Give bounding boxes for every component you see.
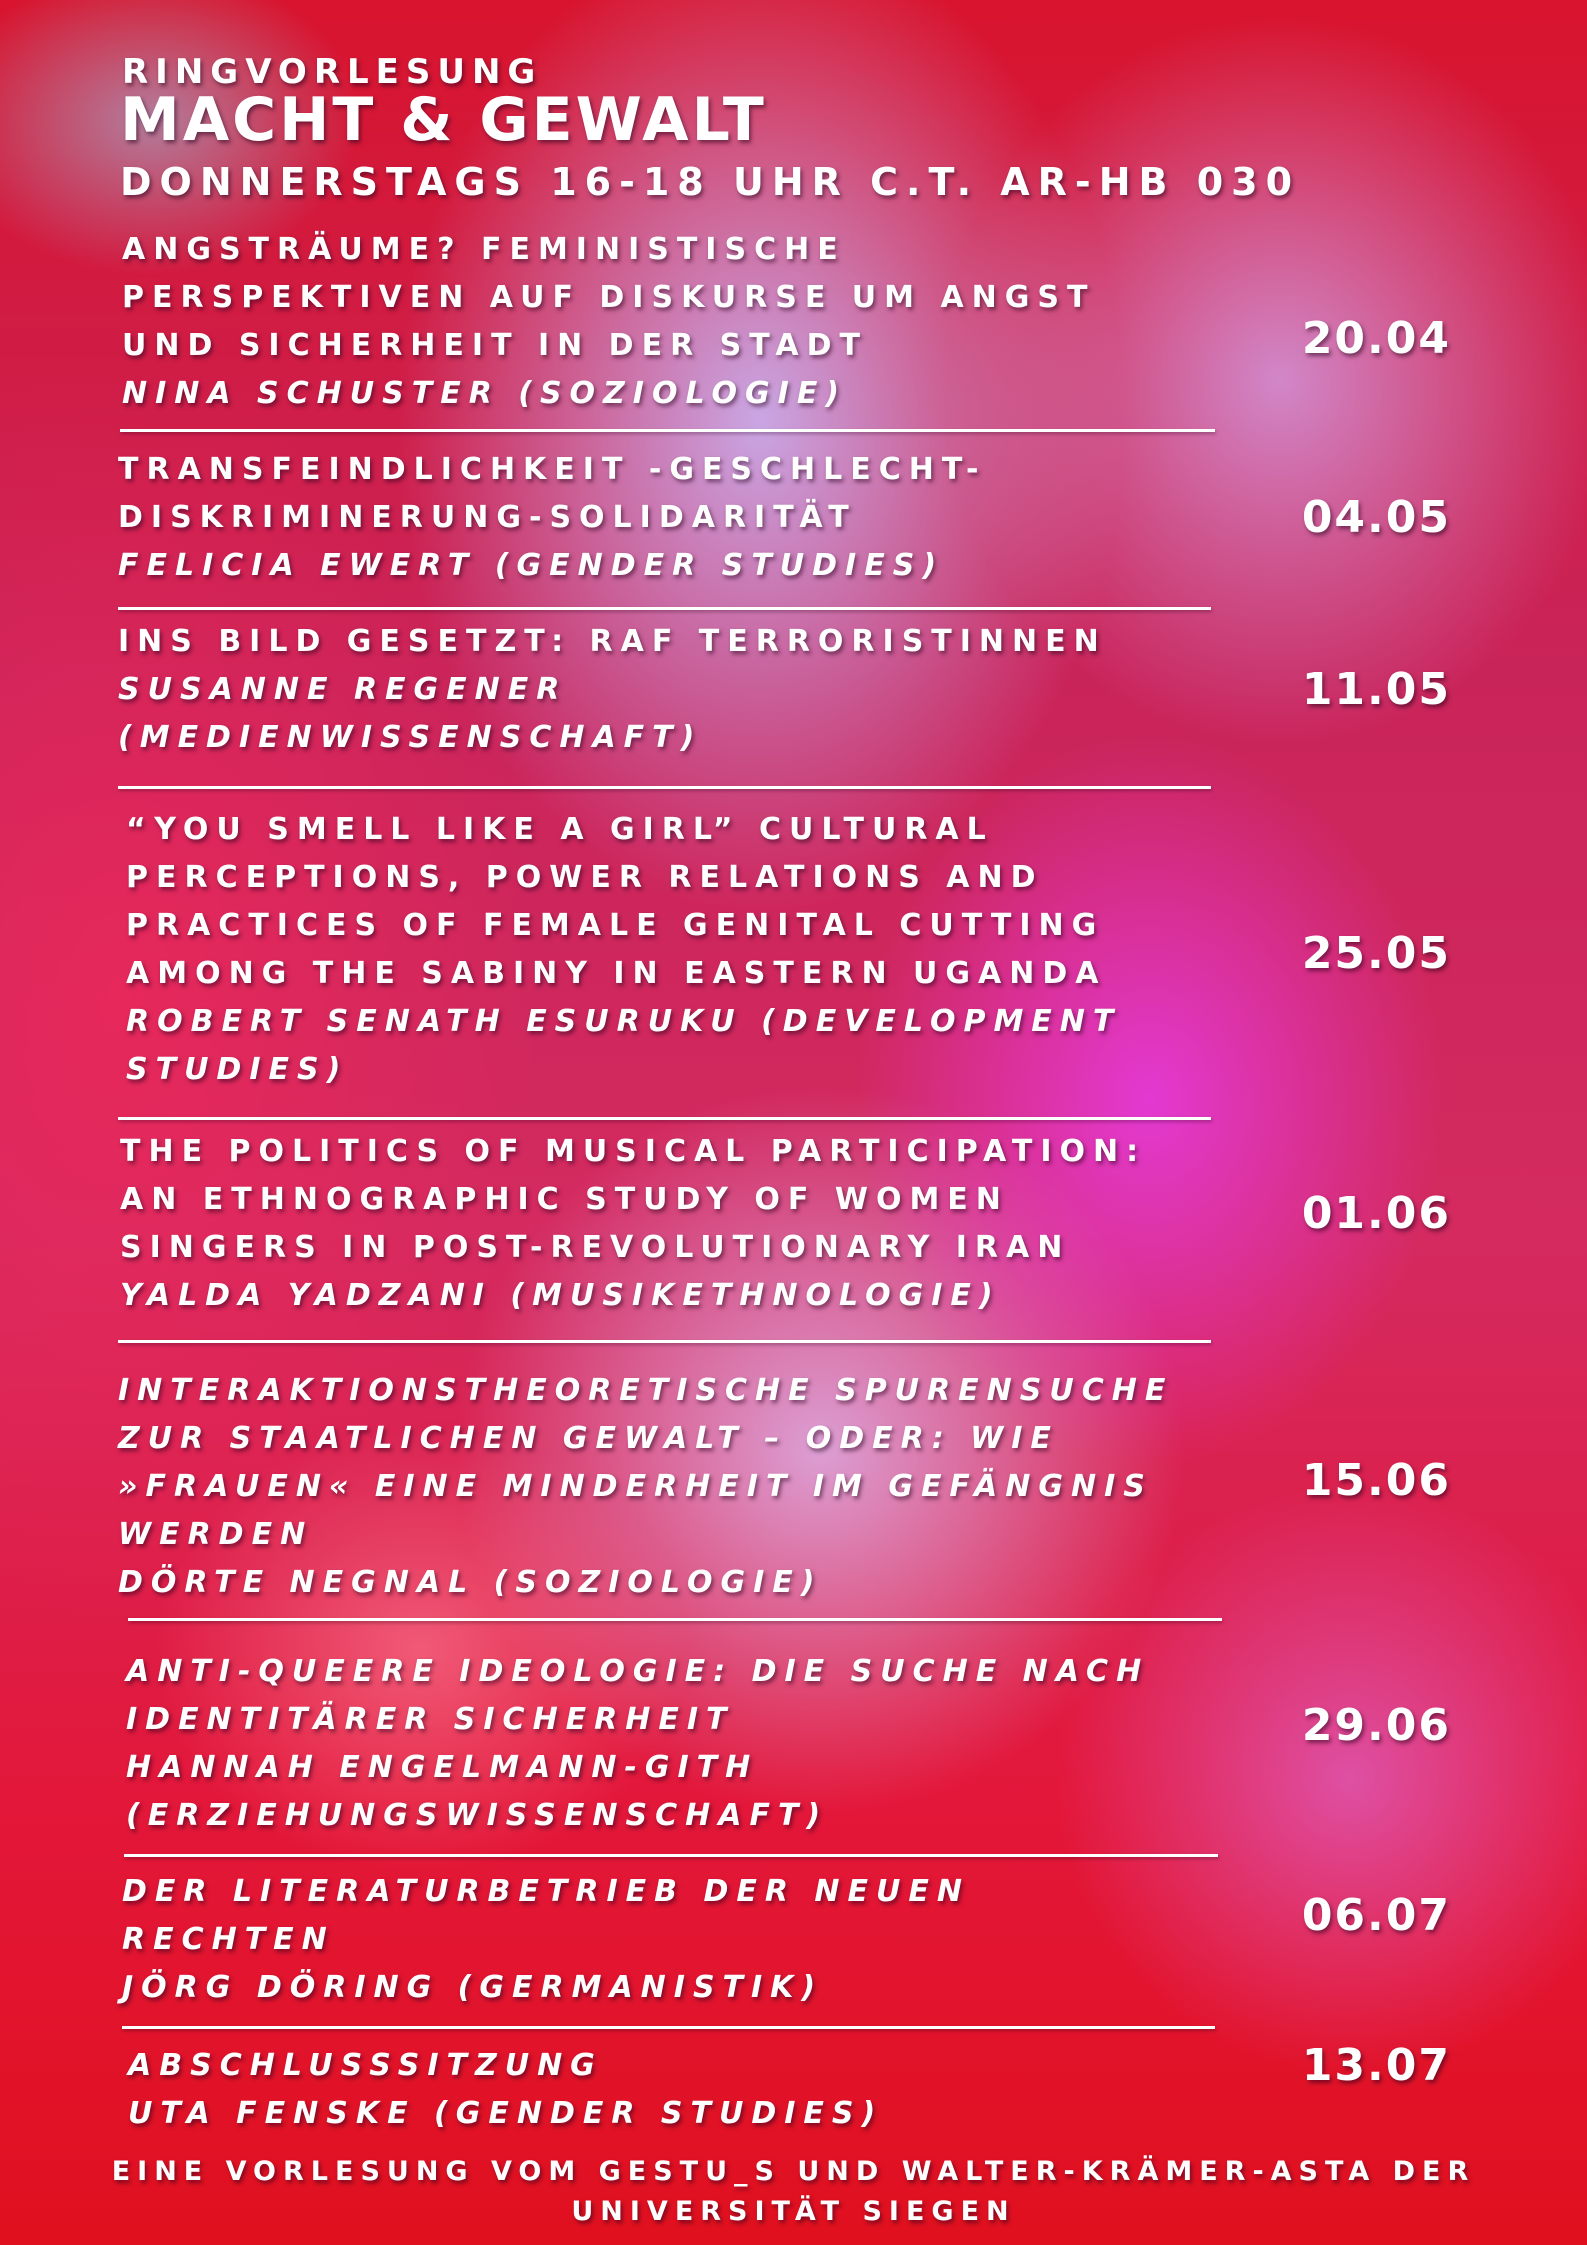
lecture-speaker: STUDIES) [126, 1052, 349, 1087]
lecture-speaker: UTA FENSKE (GENDER STUDIES) [128, 2096, 884, 2131]
lecture-date: 13.07 [1301, 2040, 1451, 2091]
lecture-entry [128, 2042, 883, 2138]
divider [124, 1854, 1218, 1857]
lecture-topic-line: ANGSTRÄUME? FEMINISTISCHE [122, 232, 846, 267]
lecture-entry [118, 618, 1107, 762]
lecture-topic-line: AMONG THE SABINY IN EASTERN UGANDA [126, 956, 1107, 991]
lecture-topic-line: ANTI-QUEERE IDEOLOGIE: DIE SUCHE NACH [126, 1654, 1150, 1689]
lecture-speaker: SUSANNE REGENER [118, 672, 568, 707]
lecture-topic-line: DISKRIMINERUNG-SOLIDARITÄT [118, 500, 857, 535]
lecture-entry [126, 1648, 1149, 1840]
lecture-topic-line: INS BILD GESETZT: RAF TERRORISTINNEN [118, 624, 1107, 659]
divider [120, 429, 1215, 432]
lecture-speaker: YALDA YADZANI (MUSIKETHNOLOGIE) [120, 1278, 1001, 1313]
divider [128, 1618, 1222, 1621]
lecture-topic-line: INTERAKTIONSTHEORETISCHE SPURENSUCHE [118, 1373, 1174, 1408]
lecture-date: 15.06 [1301, 1455, 1451, 1506]
lecture-topic-line: PERCEPTIONS, POWER RELATIONS AND [126, 860, 1044, 895]
footer-line: UNIVERSITÄT SIEGEN [571, 2196, 1016, 2227]
lecture-date: 06.07 [1301, 1890, 1451, 1941]
footer-organizers [0, 2152, 1587, 2232]
page-title: MACHT & GEWALT [120, 85, 767, 155]
lecture-date: 20.04 [1301, 313, 1451, 364]
lecture-entry [118, 1367, 1173, 1607]
lecture-speaker: (MEDIENWISSENSCHAFT) [118, 720, 703, 755]
lecture-topic-line: WERDEN [118, 1517, 314, 1552]
lecture-speaker: HANNAH ENGELMANN-GITH [126, 1750, 759, 1785]
series-label: RINGVORLESUNG [122, 52, 543, 92]
divider [118, 786, 1211, 789]
lecture-topic-line: AN ETHNOGRAPHIC STUDY OF WOMEN [120, 1182, 1009, 1217]
schedule-info: DONNERSTAGS 16-18 UHR C.T. AR-HB 030 [120, 160, 1301, 204]
lecture-speaker: NINA SCHUSTER (SOZIOLOGIE) [122, 376, 848, 411]
lecture-date: 04.05 [1301, 492, 1451, 543]
lecture-entry [118, 446, 986, 590]
lecture-topic-line: “YOU SMELL LIKE A GIRL” CULTURAL [126, 812, 994, 847]
lecture-topic-line: »FRAUEN« EINE MINDERHEIT IM GEFÄNGNIS [118, 1469, 1153, 1504]
lecture-entry [122, 226, 1095, 418]
lecture-topic-line: THE POLITICS OF MUSICAL PARTICIPATION: [120, 1134, 1147, 1169]
lecture-topic-line: ZUR STAATLICHEN GEWALT – ODER: WIE [118, 1421, 1059, 1456]
lecture-topic-line: RECHTEN [122, 1922, 335, 1957]
divider [118, 607, 1211, 610]
lecture-topic-line: DER LITERATURBETRIEB DER NEUEN [122, 1874, 970, 1909]
lecture-speaker: ROBERT SENATH ESURUKU (DEVELOPMENT [126, 1004, 1122, 1039]
lecture-speaker: FELICIA EWERT (GENDER STUDIES) [118, 548, 945, 583]
divider [122, 2026, 1215, 2029]
lecture-topic-line: UND SICHERHEIT IN DER STADT [122, 328, 868, 363]
lecture-topic-line: ABSCHLUSSSITZUNG [128, 2048, 603, 2083]
lecture-entry [122, 1868, 970, 2012]
lecture-date: 11.05 [1301, 664, 1451, 715]
lecture-speaker: (ERZIEHUNGSWISSENSCHAFT) [126, 1798, 829, 1833]
lecture-topic-line: PRACTICES OF FEMALE GENITAL CUTTING [126, 908, 1105, 943]
lecture-speaker: JÖRG DÖRING (GERMANISTIK) [122, 1970, 824, 2005]
lecture-topic-line: SINGERS IN POST-REVOLUTIONARY IRAN [120, 1230, 1071, 1265]
divider [118, 1340, 1211, 1343]
lecture-topic-line: PERSPEKTIVEN AUF DISKURSE UM ANGST [122, 280, 1096, 315]
lecture-date: 29.06 [1301, 1700, 1451, 1751]
footer-line: EINE VORLESUNG VOM GESTU_S UND WALTER-KRÄMER-ASTA DER [111, 2156, 1476, 2187]
lecture-speaker: DÖRTE NEGNAL (SOZIOLOGIE) [118, 1565, 823, 1600]
lecture-entry [120, 1128, 1146, 1320]
divider [118, 1117, 1211, 1120]
lecture-date: 25.05 [1301, 928, 1451, 979]
lecture-date: 01.06 [1301, 1188, 1451, 1239]
lecture-entry [126, 806, 1121, 1094]
lecture-topic-line: TRANSFEINDLICHKEIT -GESCHLECHT- [118, 452, 987, 487]
lecture-topic-line: IDENTITÄRER SICHERHEIT [126, 1702, 735, 1737]
